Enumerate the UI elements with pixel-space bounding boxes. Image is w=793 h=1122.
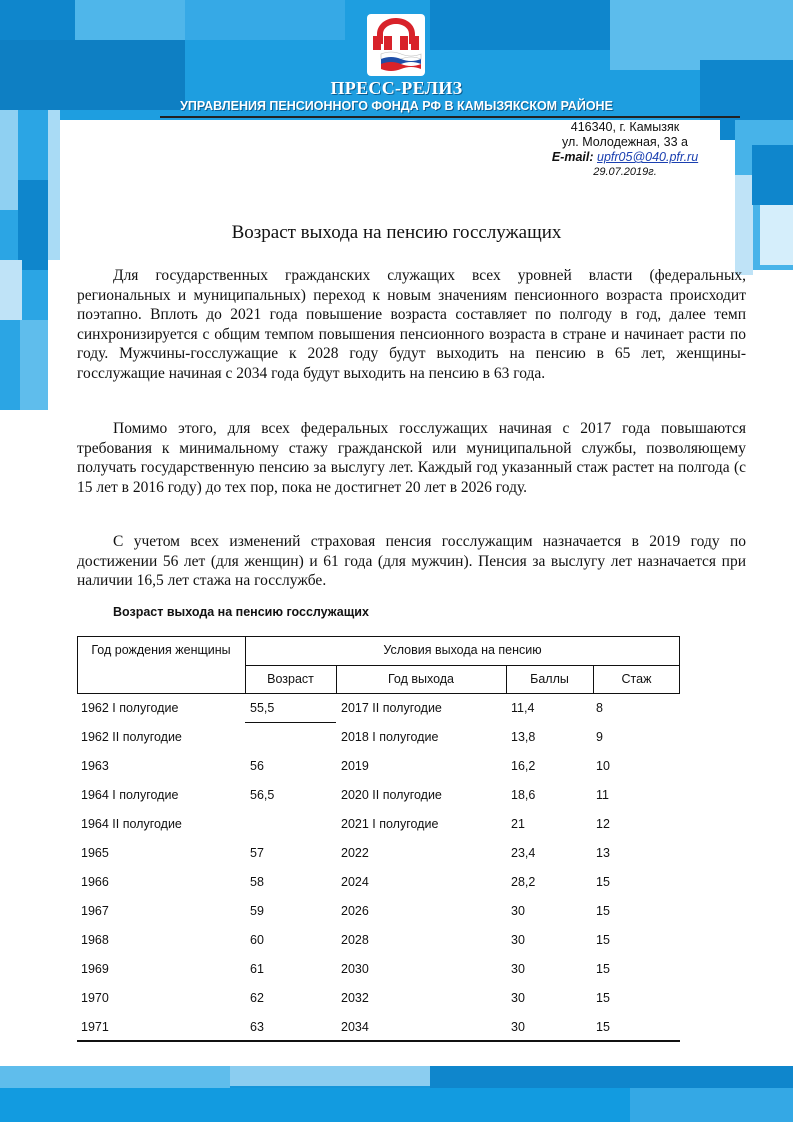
- table-row: [77, 955, 680, 984]
- cell-birth-year: 1967: [81, 904, 109, 918]
- email-row: [530, 150, 720, 165]
- cell-points: 16,2: [511, 759, 536, 773]
- cell-experience: 15: [596, 875, 610, 889]
- cell-points: 30: [511, 991, 525, 1005]
- cell-experience: 12: [596, 817, 610, 831]
- header-divider-horizontal: [245, 665, 680, 666]
- email-label: E-mail:: [551, 150, 594, 164]
- table-caption: Возраст выхода на пенсию госслужащих: [113, 605, 369, 619]
- banner-tile: [430, 0, 610, 50]
- cell-points: 23,4: [511, 846, 536, 860]
- article-title: Возраст выхода на пенсию госслужащих: [231, 222, 562, 243]
- cell-experience: 15: [596, 1020, 610, 1034]
- cell-points: 13,8: [511, 730, 536, 744]
- table-row: [77, 897, 680, 926]
- cell-birth-year: 1966: [81, 875, 109, 889]
- table-row: [77, 752, 680, 781]
- column-header-experience: Стаж: [621, 672, 652, 686]
- decor-tile: [0, 110, 18, 210]
- cell-birth-year: 1964 I полугодие: [81, 788, 179, 802]
- cell-exit-year: 2019: [341, 759, 369, 773]
- cell-age: 55,5: [250, 701, 275, 715]
- cell-exit-year: 2020 II полугодие: [341, 788, 442, 802]
- banner-tile: [0, 1066, 230, 1088]
- cell-birth-year: 1963: [81, 759, 109, 773]
- banner-tile: [230, 1066, 430, 1086]
- table-row: [77, 723, 680, 752]
- decor-tile: [20, 320, 48, 410]
- paragraph: Для государственных гражданских служащих всех уровней власти (федеральных, региональных и муниципальных) переход к новым значениям пенсионного возраста происходит поэтапно. Вплоть до 2021 года повышение возраста составляет по полгоду в год, далее темп синхронизируется с общим темпом повышения пенсионного возраста в стране и начинает расти по году. Мужчины-госслужащие к 2028 году будут выходить на пенсию в 65 лет, женщины-госслужащие начиная с 2034 года будут выходить на пенсию в 63 года.: [77, 267, 746, 382]
- merged-cell-border: [245, 722, 336, 723]
- cell-points: 18,6: [511, 788, 536, 802]
- cell-exit-year: 2032: [341, 991, 369, 1005]
- banner-tile: [0, 0, 75, 40]
- cell-exit-year: 2028: [341, 933, 369, 947]
- column-header-birth-year: Год рождения женщины: [91, 643, 231, 657]
- cell-exit-year: 2030: [341, 962, 369, 976]
- column-header-exit-year: Год выхода: [387, 672, 455, 686]
- email-link[interactable]: upfr05@040.pfr.ru: [597, 150, 699, 164]
- cell-age: 58: [250, 875, 264, 889]
- decor-tile: [0, 260, 22, 320]
- cell-experience: 9: [596, 730, 603, 744]
- cell-points: 28,2: [511, 875, 536, 889]
- cell-age: 57: [250, 846, 264, 860]
- paragraph: С учетом всех изменений страховая пенсия госслужащим назначается в 2019 году по достижении 56 лет (для женщин) и 61 года (для мужчин). Пенсия за выслугу лет назначается при наличии 16,5 лет стажа на госслужбе.: [77, 533, 746, 589]
- banner-tile: [185, 0, 345, 40]
- table-row: [77, 926, 680, 955]
- cell-experience: 13: [596, 846, 610, 860]
- table-bottom-border: [77, 1040, 680, 1042]
- cell-birth-year: 1965: [81, 846, 109, 860]
- cell-experience: 15: [596, 991, 610, 1005]
- cell-age: 63: [250, 1020, 264, 1034]
- cell-birth-year: 1969: [81, 962, 109, 976]
- cell-birth-year: 1971: [81, 1020, 109, 1034]
- column-header-conditions: Условия выхода на пенсию: [383, 643, 542, 657]
- cell-age: 60: [250, 933, 264, 947]
- cell-birth-year: 1962 II полугодие: [81, 730, 182, 744]
- cell-birth-year: 1962 I полугодие: [81, 701, 179, 715]
- column-header-points: Баллы: [530, 672, 569, 686]
- cell-points: 30: [511, 1020, 525, 1034]
- cell-exit-year: 2034: [341, 1020, 369, 1034]
- cell-experience: 15: [596, 933, 610, 947]
- cell-age: 62: [250, 991, 264, 1005]
- cell-experience: 11: [596, 788, 609, 802]
- release-date: 29.07.2019г.: [593, 166, 657, 178]
- cell-points: 30: [511, 962, 525, 976]
- cell-age: 56,5: [250, 788, 275, 802]
- cell-exit-year: 2017 II полугодие: [341, 701, 442, 715]
- address-line: 416340, г. Камызяк: [570, 120, 680, 134]
- column-header-age: Возраст: [267, 672, 314, 686]
- cell-experience: 8: [596, 701, 603, 715]
- decor-tile: [752, 145, 793, 205]
- paragraph: Помимо этого, для всех федеральных госслужащих начиная с 2017 года повышаются требования к минимальному стажу гражданской или муниципальной службы, позволяющему получать государственную пенсию за выслугу лет. Каждый год указанный стаж растет на полгода (с 15 лет в 2016 году) до тех пор, пока не достигнет 20 лет в 2026 году.: [77, 420, 746, 496]
- department-name: УПРАВЛЕНИЯ ПЕНСИОННОГО ФОНДА РФ В КАМЫЗЯКСКОМ РАЙОНЕ: [180, 99, 613, 113]
- cell-points: 30: [511, 933, 525, 947]
- table-row: [77, 694, 680, 723]
- banner-tile: [630, 1088, 793, 1122]
- address-line: ул. Молодежная, 33 а: [562, 135, 688, 149]
- cell-points: 11,4: [511, 701, 535, 715]
- table-row: [77, 984, 680, 1013]
- cell-exit-year: 2024: [341, 875, 369, 889]
- cell-exit-year: 2026: [341, 904, 369, 918]
- table-row: [77, 1013, 680, 1042]
- cell-birth-year: 1970: [81, 991, 109, 1005]
- cell-birth-year: 1964 II полугодие: [81, 817, 182, 831]
- table-row: [77, 781, 680, 810]
- cell-points: 21: [511, 817, 525, 831]
- contact-block: [530, 120, 720, 180]
- pension-fund-logo-icon: [367, 14, 425, 76]
- cell-age: 61: [250, 962, 264, 976]
- header-divider: [160, 116, 740, 118]
- banner-tile: [430, 1066, 793, 1088]
- cell-age: 56: [250, 759, 264, 773]
- table-row: [77, 810, 680, 839]
- press-release-title: ПРЕСС-РЕЛИЗ: [330, 78, 463, 98]
- cell-birth-year: 1968: [81, 933, 109, 947]
- cell-experience: 15: [596, 962, 610, 976]
- cell-experience: 15: [596, 904, 610, 918]
- cell-exit-year: 2021 I полугодие: [341, 817, 439, 831]
- cell-age: 59: [250, 904, 264, 918]
- cell-exit-year: 2022: [341, 846, 369, 860]
- table-row: [77, 868, 680, 897]
- cell-experience: 10: [596, 759, 610, 773]
- cell-exit-year: 2018 I полугодие: [341, 730, 439, 744]
- cell-points: 30: [511, 904, 525, 918]
- table-row: [77, 839, 680, 868]
